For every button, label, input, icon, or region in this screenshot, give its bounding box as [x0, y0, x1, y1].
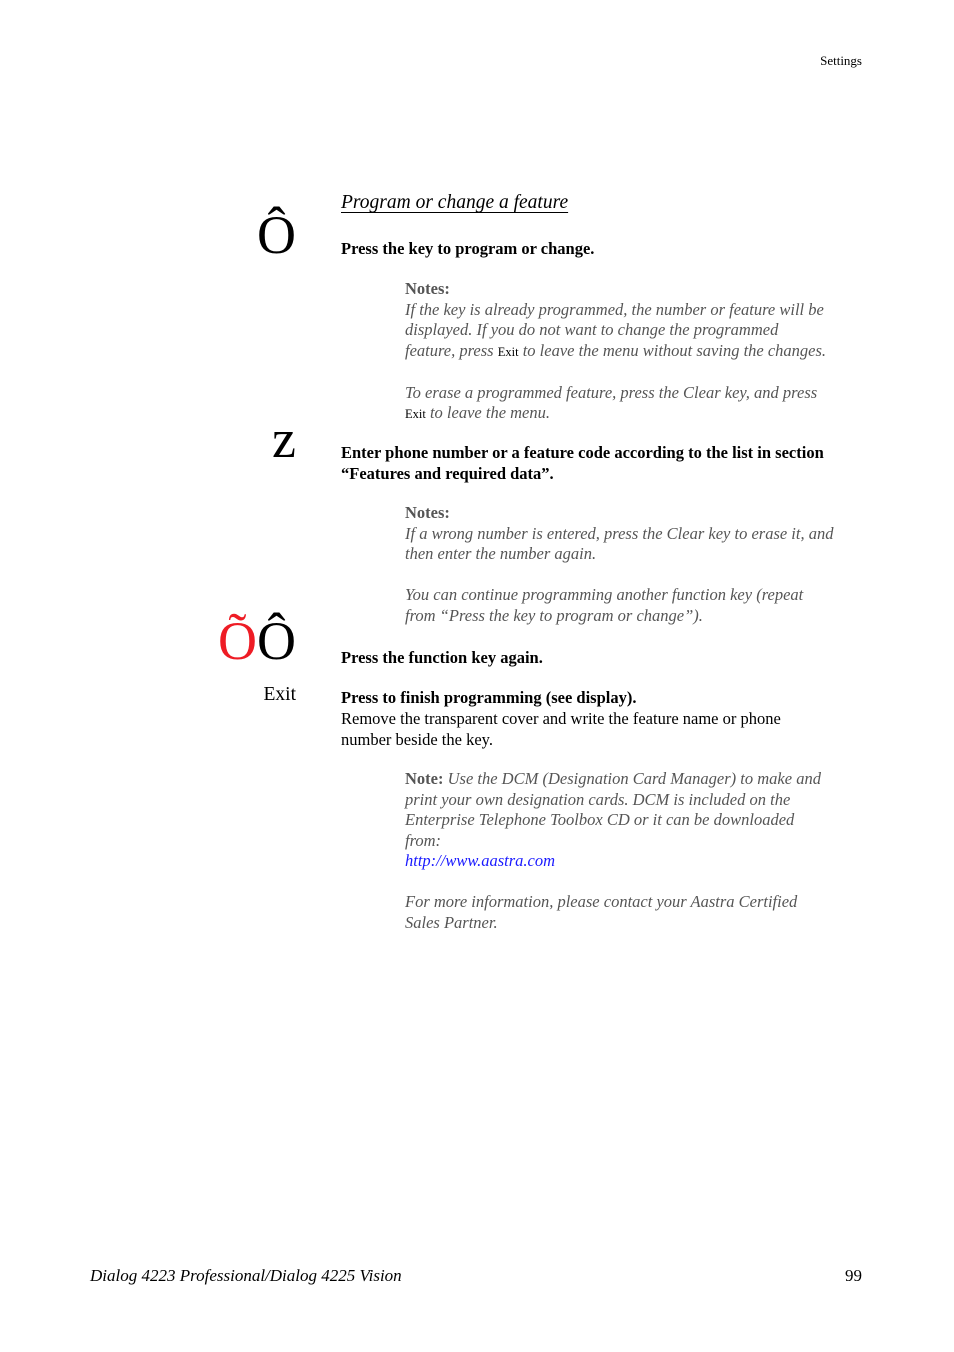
step-press-again: [341, 647, 871, 668]
notes-block-3: [405, 769, 870, 933]
note-text: then enter the number again.: [405, 544, 597, 563]
note-text-line: [405, 341, 870, 363]
notes-block-1: [405, 279, 870, 425]
function-key-icon: Ô: [257, 205, 296, 265]
note-text: Sales Partner.: [405, 912, 498, 932]
note-text: from:: [405, 830, 442, 850]
note-text: If the key is already programmed, the number or feature will be: [405, 299, 824, 319]
step-enter-number-line1: Enter phone number or a feature code according to the list in section: [341, 443, 824, 462]
step-press-key-text: Press the key to program or change.: [341, 239, 595, 258]
note-text: displayed. If you do not want to change the programmed: [405, 320, 779, 339]
page-number: 99: [845, 1266, 862, 1285]
note-text: feature, press: [405, 340, 494, 360]
notes-heading: Notes:: [405, 503, 450, 522]
notes-heading: Notes:: [405, 279, 450, 298]
key-press-indicator-icon: Õ: [218, 611, 257, 671]
note-text: For more information, please contact your Aastra Certified: [405, 892, 798, 911]
note-text: print your own designation cards. DCM is included on the: [405, 789, 791, 809]
note-text-line: [405, 769, 870, 790]
note-text: to leave the menu.: [429, 403, 551, 422]
exit-key-label: Exit: [263, 684, 296, 705]
step-enter-number-line2: “Features and required data”.: [341, 464, 554, 483]
note-text: To erase a programmed feature, press the Clear key, and press: [405, 382, 818, 402]
running-header: Settings: [820, 53, 862, 68]
note-text: to leave the menu without saving the changes.: [522, 340, 827, 360]
section-title: Program or change a feature: [341, 192, 569, 213]
aastra-website-link[interactable]: http://www.aastra.com: [405, 851, 556, 870]
step-finish: [341, 687, 871, 750]
notes-block-2: [405, 503, 870, 626]
step-press-again-text: Press the function key again.: [341, 648, 543, 667]
note-text: Enterprise Telephone Toolbox CD or it can be downloaded: [405, 810, 795, 829]
note-text: from “Press the key to program or change”).: [405, 605, 703, 625]
function-key-icon-2: Ô: [257, 611, 296, 671]
step-finish-bold: Press to finish programming (see display).: [341, 688, 637, 707]
step-finish-line2: number beside the key.: [341, 730, 493, 749]
note-text-line: [405, 403, 870, 425]
note-text: Use the DCM (Designation Card Manager) to make and: [447, 769, 821, 788]
exit-key-label-inline: Exit: [497, 344, 519, 359]
exit-key-label-inline: Exit: [405, 407, 426, 421]
step-finish-line1: Remove the transparent cover and write the feature name or phone: [341, 709, 781, 728]
press-key-again-icons: [218, 611, 296, 671]
step-enter-number: [341, 442, 871, 484]
note-text: If a wrong number is entered, press the Clear key to erase it, and: [405, 523, 834, 543]
notes-heading: Note:: [405, 769, 444, 788]
step-press-key: [341, 238, 871, 259]
note-text: You can continue programming another function key (repeat: [405, 585, 804, 604]
footer-title: Dialog 4223 Professional/Dialog 4225 Vision: [90, 1266, 402, 1285]
keypad-digits-icon: z: [272, 409, 296, 469]
